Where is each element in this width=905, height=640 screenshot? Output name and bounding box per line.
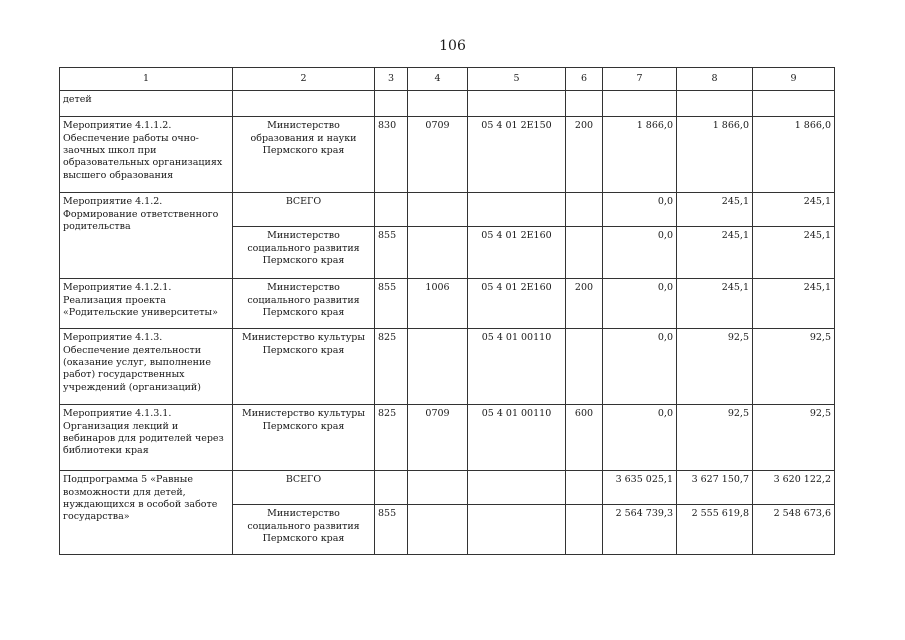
cell-executor: ВСЕГО xyxy=(233,471,375,505)
cell-year1: 2 564 739,3 xyxy=(603,505,677,555)
cell-section xyxy=(408,505,468,555)
cell-code: 825 xyxy=(375,405,408,471)
cell-target: 05 4 01 00110 xyxy=(468,329,566,405)
cell-year2: 1 866,0 xyxy=(677,117,753,193)
cell-code: 825 xyxy=(375,329,408,405)
cell-code xyxy=(375,91,408,117)
cell-name: Мероприятие 4.1.3. Обеспечение деятельности (оказание услуг, выполнение работ) государственных учреждений (организаций) xyxy=(60,329,233,405)
cell-target xyxy=(468,471,566,505)
cell-executor: Министерство социального развития Пермского края xyxy=(233,227,375,279)
column-header: 2 xyxy=(233,68,375,91)
cell-code xyxy=(375,193,408,227)
column-header: 6 xyxy=(566,68,603,91)
cell-name: Мероприятие 4.1.2. Формирование ответственного родительства xyxy=(60,193,233,279)
cell-executor: Министерство образования и науки Пермского края xyxy=(233,117,375,193)
cell-section xyxy=(408,329,468,405)
table-row xyxy=(60,193,835,227)
cell-executor: Министерство культуры Пермского края xyxy=(233,405,375,471)
cell-kind xyxy=(566,91,603,117)
cell-name: Мероприятие 4.1.2.1. Реализация проекта «Родительские университеты» xyxy=(60,279,233,329)
cell-year3: 245,1 xyxy=(753,227,835,279)
cell-year3: 92,5 xyxy=(753,329,835,405)
cell-kind xyxy=(566,505,603,555)
cell-year2: 245,1 xyxy=(677,227,753,279)
column-header: 5 xyxy=(468,68,566,91)
budget-table xyxy=(59,67,835,555)
cell-target xyxy=(468,505,566,555)
cell-year1: 3 635 025,1 xyxy=(603,471,677,505)
cell-section xyxy=(408,471,468,505)
header-row xyxy=(60,68,835,91)
cell-target xyxy=(468,91,566,117)
cell-year2: 245,1 xyxy=(677,193,753,227)
cell-target xyxy=(468,193,566,227)
cell-year3: 92,5 xyxy=(753,405,835,471)
cell-section: 0709 xyxy=(408,405,468,471)
cell-year2: 3 627 150,7 xyxy=(677,471,753,505)
cell-code: 855 xyxy=(375,227,408,279)
cell-year1: 0,0 xyxy=(603,227,677,279)
column-header: 9 xyxy=(753,68,835,91)
cell-year3: 245,1 xyxy=(753,279,835,329)
cell-year3: 3 620 122,2 xyxy=(753,471,835,505)
cell-executor: ВСЕГО xyxy=(233,193,375,227)
cell-section: 1006 xyxy=(408,279,468,329)
cell-target: 05 4 01 2Е160 xyxy=(468,227,566,279)
table-row xyxy=(60,471,835,505)
cell-executor: Министерство социального развития Пермского края xyxy=(233,505,375,555)
cell-kind: 600 xyxy=(566,405,603,471)
cell-target: 05 4 01 2Е160 xyxy=(468,279,566,329)
cell-kind xyxy=(566,193,603,227)
cell-name: Мероприятие 4.1.1.2. Обеспечение работы очно-заочных школ при образовательных организациях высшего образования xyxy=(60,117,233,193)
cell-year2: 245,1 xyxy=(677,279,753,329)
cell-code: 855 xyxy=(375,279,408,329)
column-header: 7 xyxy=(603,68,677,91)
cell-target: 05 4 01 00110 xyxy=(468,405,566,471)
table-row xyxy=(60,117,835,193)
cell-executor: Министерство культуры Пермского края xyxy=(233,329,375,405)
cell-kind xyxy=(566,471,603,505)
column-header: 1 xyxy=(60,68,233,91)
cell-year1: 0,0 xyxy=(603,279,677,329)
cell-kind xyxy=(566,329,603,405)
cell-target: 05 4 01 2Е150 xyxy=(468,117,566,193)
cell-kind: 200 xyxy=(566,279,603,329)
cell-year3: 1 866,0 xyxy=(753,117,835,193)
table-row xyxy=(60,329,835,405)
cell-code xyxy=(375,471,408,505)
cell-section: 0709 xyxy=(408,117,468,193)
cell-year2: 2 555 619,8 xyxy=(677,505,753,555)
table-row xyxy=(60,279,835,329)
cell-year1: 0,0 xyxy=(603,405,677,471)
cell-name: Подпрограмма 5 «Равные возможности для детей, нуждающихся в особой заботе государства» xyxy=(60,471,233,555)
cell-section xyxy=(408,193,468,227)
page-number: 106 xyxy=(439,38,466,54)
cell-year1 xyxy=(603,91,677,117)
cell-year1: 0,0 xyxy=(603,329,677,405)
cell-name: Мероприятие 4.1.3.1. Организация лекций и вебинаров для родителей через библиотеки края xyxy=(60,405,233,471)
cell-year1: 0,0 xyxy=(603,193,677,227)
cell-year2: 92,5 xyxy=(677,405,753,471)
cell-year2 xyxy=(677,91,753,117)
cell-year3 xyxy=(753,91,835,117)
cell-kind: 200 xyxy=(566,117,603,193)
cell-year2: 92,5 xyxy=(677,329,753,405)
table-row xyxy=(60,405,835,471)
cell-code: 830 xyxy=(375,117,408,193)
table-row xyxy=(60,91,835,117)
column-header: 4 xyxy=(408,68,468,91)
cell-year3: 245,1 xyxy=(753,193,835,227)
column-header: 8 xyxy=(677,68,753,91)
cell-year1: 1 866,0 xyxy=(603,117,677,193)
cell-section xyxy=(408,91,468,117)
column-header: 3 xyxy=(375,68,408,91)
cell-executor xyxy=(233,91,375,117)
cell-name: детей xyxy=(60,91,233,117)
cell-code: 855 xyxy=(375,505,408,555)
cell-section xyxy=(408,227,468,279)
cell-year3: 2 548 673,6 xyxy=(753,505,835,555)
cell-executor: Министерство социального развития Пермского края xyxy=(233,279,375,329)
cell-kind xyxy=(566,227,603,279)
